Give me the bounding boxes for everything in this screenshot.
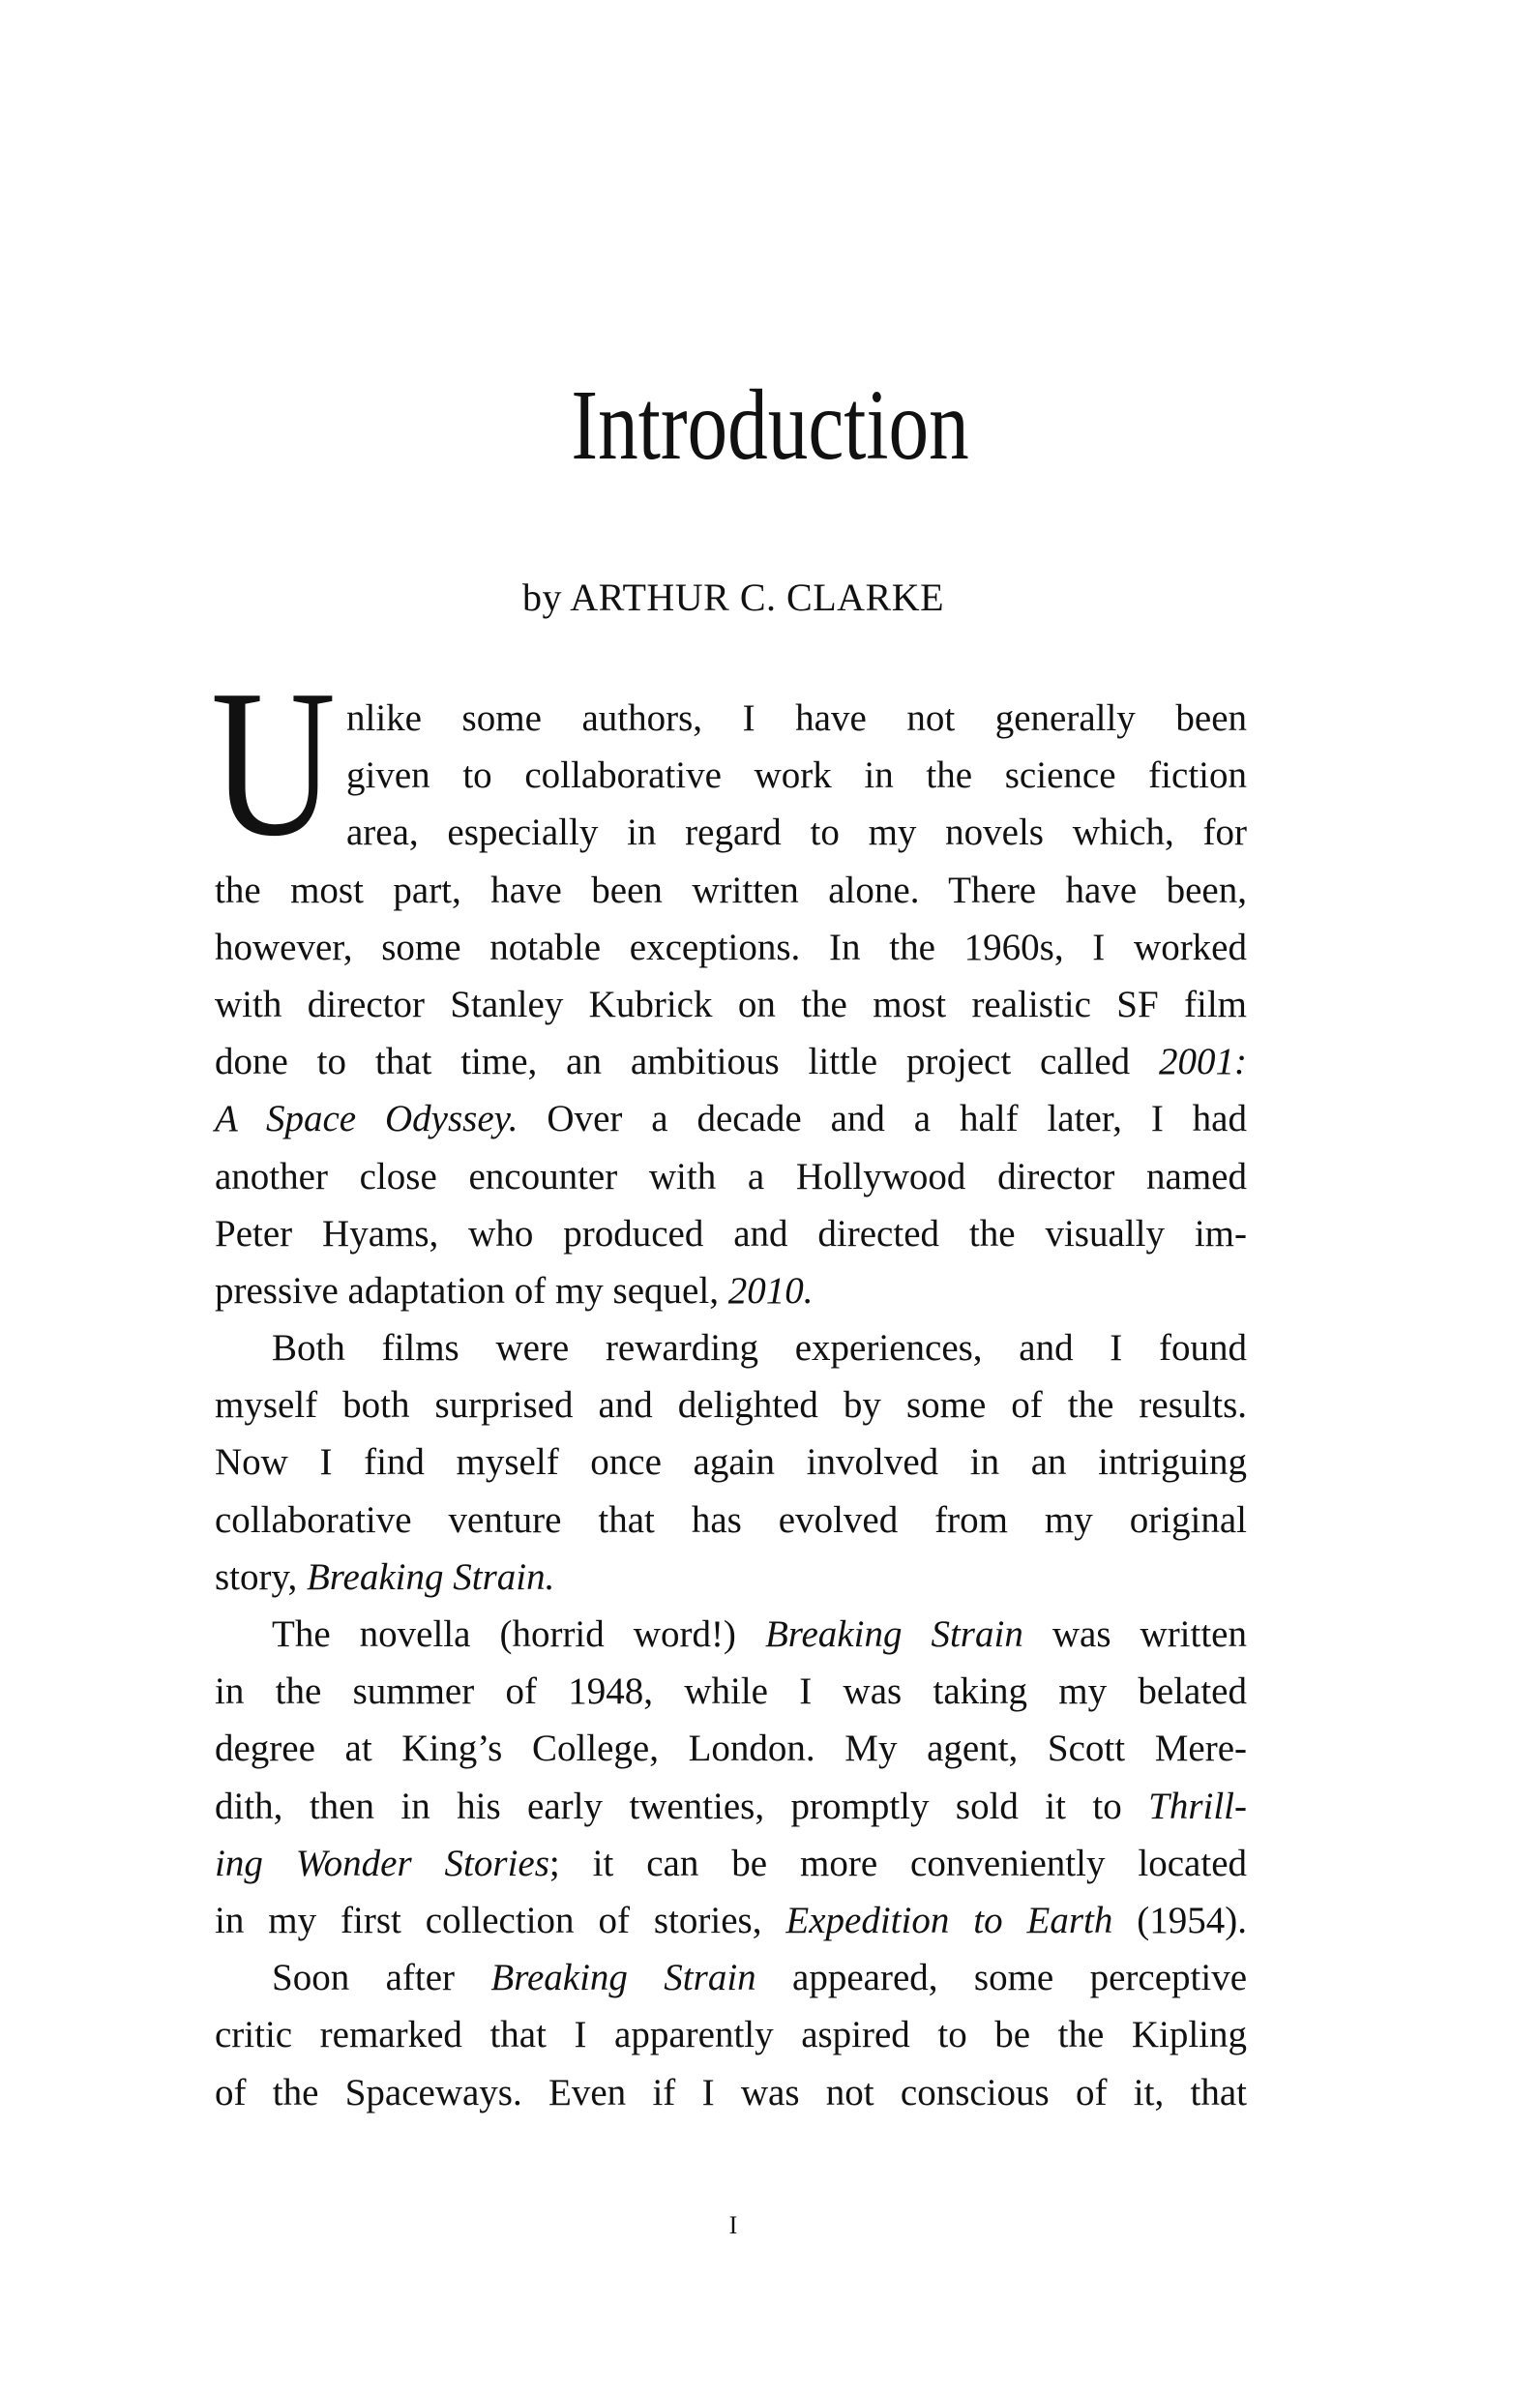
text-segment: pressive adaptation of my sequel, <box>215 1269 728 1312</box>
text-segment: appeared, some perceptive <box>755 1957 1248 1999</box>
text-segment: Over a decade and a half later, I had <box>518 1098 1247 1140</box>
text-line <box>215 1606 1247 1663</box>
italic-text: A Space Odyssey. <box>215 1098 518 1140</box>
chapter-title <box>0 368 1540 484</box>
text-line <box>215 1033 1247 1090</box>
text-line <box>215 1090 1247 1147</box>
text-line <box>346 804 1247 861</box>
italic-text: Breaking Strain <box>764 1613 1023 1655</box>
italic-text: Breaking Strain <box>490 1957 756 1999</box>
text-segment: Peter Hyams, who produced and directed the visually im- <box>215 1212 1247 1255</box>
text-line <box>215 1205 1247 1262</box>
text-segment: collaborative venture that has evolved from my original <box>215 1498 1247 1541</box>
text-line <box>215 862 1247 919</box>
text-segment: of the Spaceways. Even if I was not conscious of it, that <box>215 2071 1247 2113</box>
text-line <box>215 1319 1247 1376</box>
text-segment: in my first collection of stories, <box>215 1899 786 1941</box>
text-segment: nlike some authors, I have not generally been <box>346 697 1247 739</box>
text-segment: (1954). <box>1112 1899 1247 1941</box>
text-line <box>215 1835 1247 1892</box>
paragraph <box>215 1606 1247 1949</box>
text-segment: area, especially in regard to my novels which, for <box>346 812 1247 854</box>
text-segment: ; it can be more conveniently located <box>548 1842 1247 1884</box>
chapter-title-text: Introduction <box>571 369 969 481</box>
text-segment: in the summer of 1948, while I was taking my belated <box>215 1670 1247 1713</box>
text-segment: another close encounter with a Hollywood director named <box>215 1155 1247 1197</box>
text-segment: Soon after <box>272 1957 491 1999</box>
paragraph <box>215 690 1247 1319</box>
text-segment: with director Stanley Kubrick on the most realistic SF film <box>215 983 1247 1025</box>
text-segment: Now I find myself once again involved in an intriguing <box>215 1441 1247 1484</box>
text-segment: dith, then in his early twenties, promptly sold it to <box>215 1785 1149 1827</box>
text-line <box>215 1720 1247 1777</box>
text-line <box>215 1949 1247 2006</box>
text-segment: given to collaborative work in the science fiction <box>346 754 1247 797</box>
byline: by ARTHUR C. CLARKE <box>521 576 945 619</box>
paragraph <box>215 1949 1247 2121</box>
text-line <box>215 1663 1247 1720</box>
text-line <box>346 690 1247 747</box>
italic-text: Breaking Strain. <box>306 1555 555 1598</box>
text-line <box>215 2006 1247 2063</box>
page-number: I <box>728 2211 738 2239</box>
text-segment: done to that time, an ambitious little project called <box>215 1041 1159 1083</box>
text-line <box>215 1549 1247 1606</box>
italic-text: 2001: <box>1159 1041 1247 1083</box>
text-segment: critic remarked that I apparently aspired to be the Kipling <box>215 2014 1247 2056</box>
text-line <box>215 1892 1247 1949</box>
text-segment: degree at King’s College, London. My agent, Scott Mere- <box>215 1728 1247 1770</box>
paragraph <box>215 1319 1247 1606</box>
text-segment: story, <box>215 1555 307 1598</box>
italic-text: Thrill- <box>1148 1785 1247 1827</box>
text-line <box>215 976 1247 1033</box>
text-segment: myself both surprised and delighted by some of the results. <box>215 1384 1247 1427</box>
text-line <box>215 1778 1247 1835</box>
text-segment: however, some notable exceptions. In the 1960s, I worked <box>215 926 1247 968</box>
text-line <box>215 2064 1247 2121</box>
text-segment: the most part, have been written alone. There have been, <box>215 869 1247 911</box>
text-line <box>215 1492 1247 1549</box>
text-line <box>215 1262 1247 1319</box>
text-line <box>215 1433 1247 1491</box>
text-line <box>346 747 1247 804</box>
text-segment: was written <box>1022 1613 1247 1655</box>
text-line <box>215 1148 1247 1205</box>
italic-text: ing Wonder Stories <box>215 1842 549 1884</box>
text-segment: The novella (horrid word!) <box>272 1613 765 1655</box>
drop-cap: U <box>211 647 337 880</box>
text-segment: Both films were rewarding experiences, and I found <box>272 1327 1247 1370</box>
body-text <box>215 690 1247 2121</box>
italic-text: 2010. <box>727 1269 814 1312</box>
text-line <box>215 1376 1247 1433</box>
italic-text: Expedition to Earth <box>785 1899 1113 1941</box>
text-line <box>215 919 1247 976</box>
